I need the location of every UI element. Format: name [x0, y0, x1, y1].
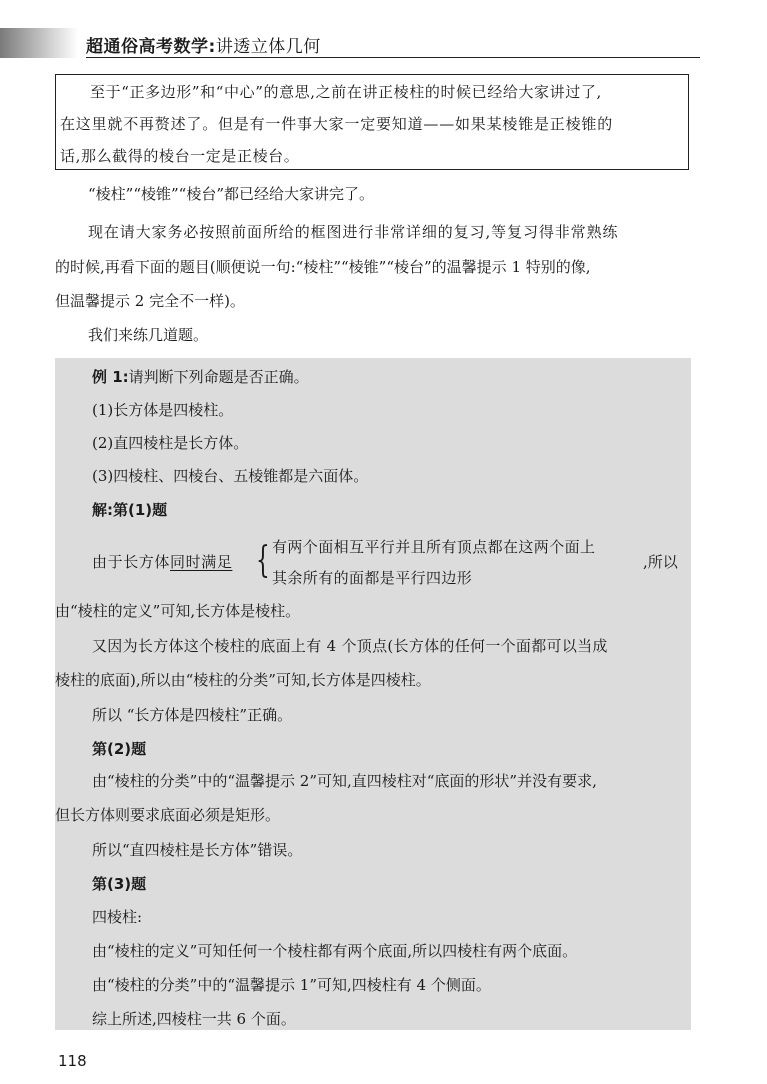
solution-line: 又因为长方体这个棱柱的底面上有 4 个顶点(长方体的任何一个面都可以当成	[92, 637, 608, 655]
example-heading	[92, 367, 309, 387]
reason-suffix: ,所以	[643, 553, 678, 571]
reason-underlined: 同时满足	[170, 553, 233, 571]
solution-line: 所以“直四棱柱是长方体”错误。	[92, 841, 303, 859]
solution-line: 棱柱的底面),所以由“棱柱的分类”可知,长方体是四棱柱。	[55, 671, 431, 689]
reason-case: 其余所有的面都是平行四边形	[272, 569, 473, 587]
reason-case: 有两个面相互平行并且所有顶点都在这两个面上	[272, 538, 596, 556]
solution-line: 所以 “长方体是四棱柱”正确。	[92, 706, 293, 724]
brace-symbol: {	[256, 540, 270, 581]
book-title: 超通俗高考数学:讲透立体几何	[86, 37, 321, 57]
solution-line: 综上所述,四棱柱一共 6 个面。	[92, 1010, 296, 1028]
body-paragraph: 我们来练几道题。	[88, 326, 209, 344]
page-header	[0, 28, 700, 58]
solution-line: 由“棱柱的定义”可知任何一个棱柱都有两个底面,所以四棱柱有两个底面。	[92, 942, 578, 960]
body-paragraph: 现在请大家务必按照前面所给的框图进行非常详细的复习,等复习得非常熟练	[88, 223, 619, 241]
solution-label: 解:第(1)题	[92, 501, 168, 519]
header-gradient-block	[0, 28, 78, 58]
example-box	[55, 358, 691, 1030]
example-item: (1)长方体是四棱柱。	[92, 401, 234, 419]
example-item: (3)四棱柱、四棱台、五棱锥都是六面体。	[92, 467, 369, 485]
example-prompt: 请判断下列命题是否正确。	[128, 368, 309, 386]
book-subtitle: 讲透立体几何	[215, 37, 321, 57]
solution-line: 由“棱柱的分类”中的“温馨提示 2”可知,直四棱柱对“底面的形状”并没有要求,	[92, 772, 597, 790]
note-line: 话,那么截得的棱台一定是正棱台。	[60, 147, 300, 165]
reason-prefix: 由于长方体同时满足	[92, 553, 233, 571]
note-line: 至于“正多边形”和“中心”的意思,之前在讲正棱柱的时候已经给大家讲过了,	[90, 83, 602, 101]
note-line: 在这里就不再赘述了。但是有一件事大家一定要知道——如果某棱锥是正棱锥的	[60, 115, 614, 133]
body-paragraph: 的时候,再看下面的题目(顺便说一句:“棱柱”“棱锥”“棱台”的温馨提示 1 特别的像,	[55, 258, 591, 276]
part3-label: 第(3)题	[92, 875, 147, 893]
part2-label: 第(2)题	[92, 740, 147, 758]
body-paragraph: 但温馨提示 2 完全不一样)。	[55, 292, 245, 310]
body-paragraph: “棱柱”“棱锥”“棱台”都已经给大家讲完了。	[88, 185, 375, 203]
example-item: (2)直四棱柱是长方体。	[92, 434, 249, 452]
page-number: 118	[58, 1052, 87, 1070]
header-rule	[86, 57, 700, 58]
solution-line: 四棱柱:	[92, 908, 143, 926]
solution-line: 但长方体则要求底面必须是矩形。	[55, 806, 281, 824]
solution-line: 由“棱柱的分类”中的“温馨提示 1”可知,四棱柱有 4 个侧面。	[92, 976, 491, 994]
example-label: 例 1:	[92, 368, 129, 386]
solution-line: 由“棱柱的定义”可知,长方体是棱柱。	[55, 602, 301, 620]
